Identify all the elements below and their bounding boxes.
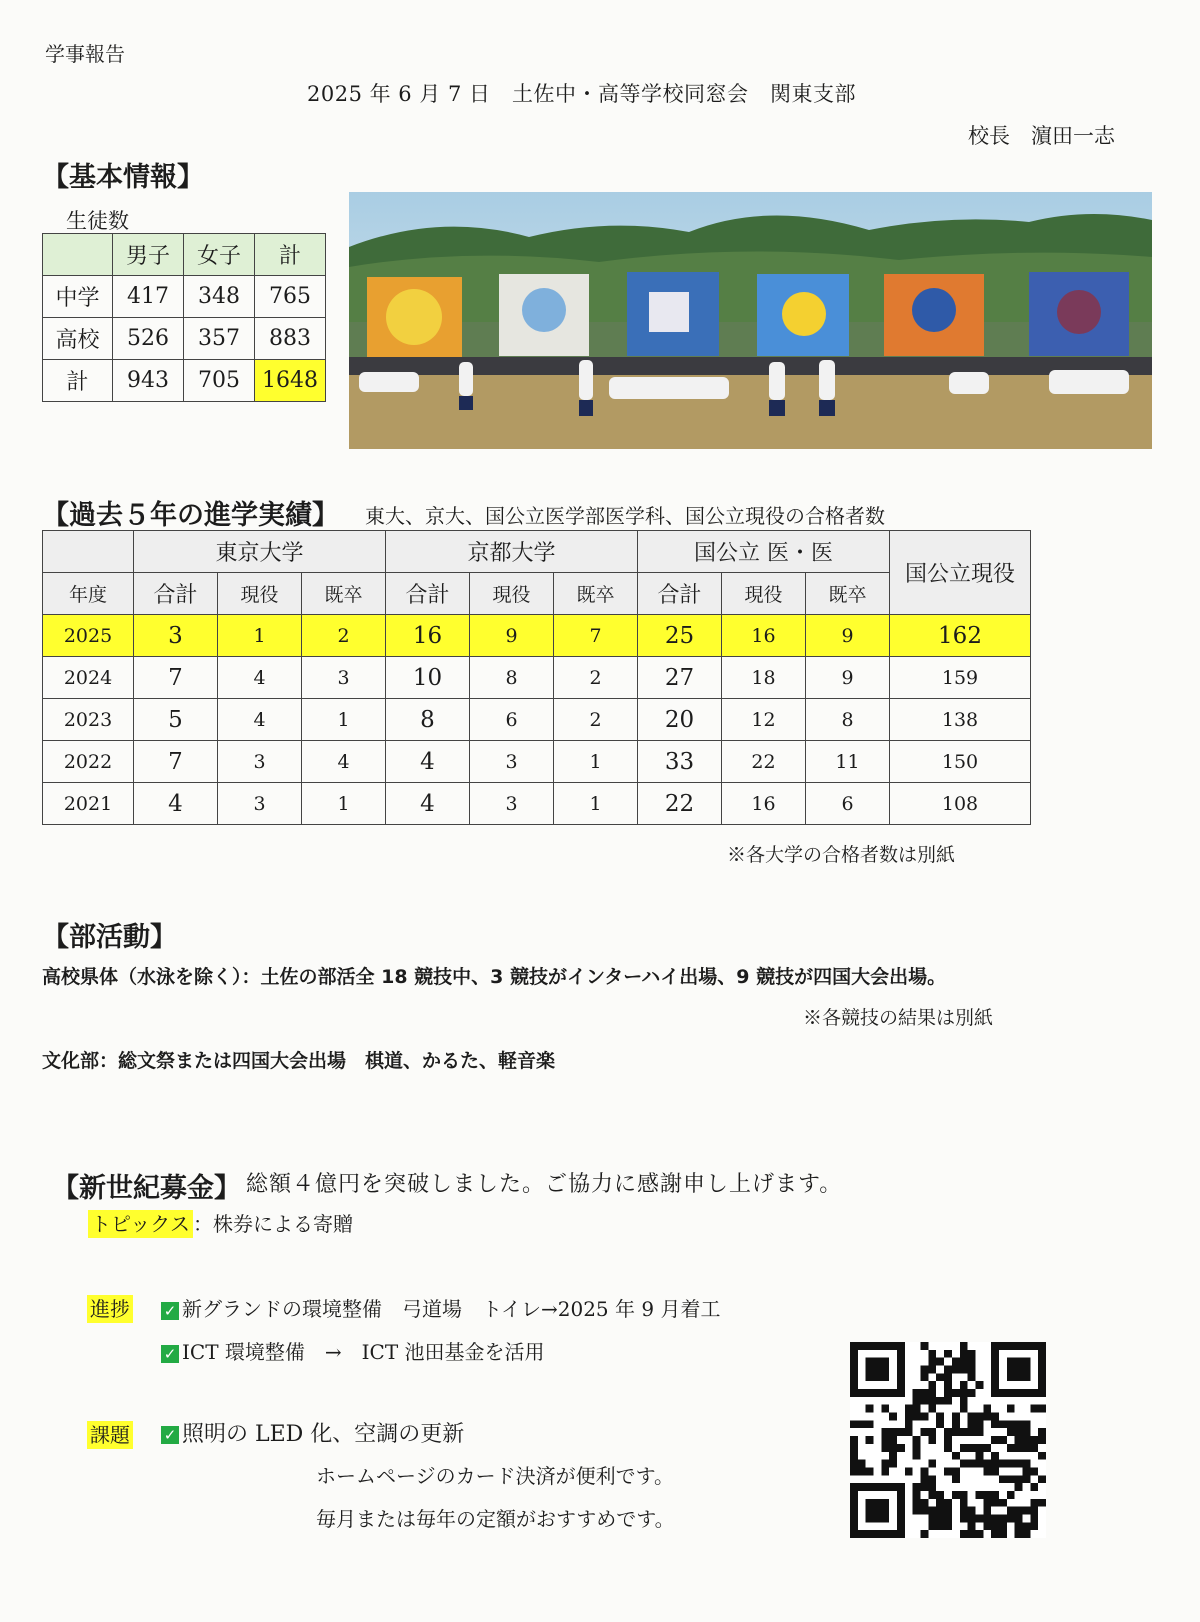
cell: 4 xyxy=(386,741,470,783)
cell: 138 xyxy=(890,699,1031,741)
cell: 3 xyxy=(218,783,302,825)
issue-label: 課題 xyxy=(87,1421,133,1449)
issue-item-text: 照明の LED 化、空調の更新 xyxy=(182,1422,465,1447)
group-header-national: 国公立現役 xyxy=(890,531,1031,615)
cell: 4 xyxy=(302,741,386,783)
cell: 22 xyxy=(638,783,722,825)
report-label: 学事報告 xyxy=(45,42,125,66)
cell: 4 xyxy=(218,657,302,699)
row-label: 中学 xyxy=(43,276,113,318)
students-row-senior xyxy=(43,318,326,360)
cell: 1 xyxy=(302,699,386,741)
cell: 8 xyxy=(386,699,470,741)
cell: 150 xyxy=(890,741,1031,783)
cell: 943 xyxy=(113,360,184,402)
cell: 108 xyxy=(890,783,1031,825)
cell: 11 xyxy=(806,741,890,783)
progress-item-text: ICT 環境整備 → ICT 池田基金を活用 xyxy=(182,1340,545,1364)
table-row xyxy=(43,657,1031,699)
table-row xyxy=(43,783,1031,825)
students-label: 生徒数 xyxy=(66,209,129,233)
adv-subheader-row xyxy=(43,573,1031,615)
cell: 3 xyxy=(470,741,554,783)
cell: 9 xyxy=(806,615,890,657)
clubs-sports-line: 高校県体（水泳を除く）：土佐の部活全 18 競技中、3 競技がインターハイ出場、9 競技が四国大会出場。 xyxy=(42,966,947,988)
qr-code[interactable] xyxy=(850,1342,1046,1538)
cell: 2 xyxy=(554,657,638,699)
clubs-heading: 【部活動】 xyxy=(42,922,177,953)
issue-label-wrap xyxy=(87,1419,133,1448)
students-row-total xyxy=(43,360,326,402)
cell: 16 xyxy=(386,615,470,657)
cell: 765 xyxy=(255,276,326,318)
subcol-total: 合計 xyxy=(638,573,722,615)
cell: 6 xyxy=(470,699,554,741)
col-header-female: 女子 xyxy=(184,234,255,276)
basic-info-heading: 【基本情報】 xyxy=(42,162,204,193)
table-row xyxy=(43,741,1031,783)
col-header-total: 計 xyxy=(255,234,326,276)
cell: 1 xyxy=(554,741,638,783)
cell: 1 xyxy=(302,783,386,825)
subcol-graduate: 既卒 xyxy=(806,573,890,615)
cell: 159 xyxy=(890,657,1031,699)
subcol-current: 現役 xyxy=(722,573,806,615)
progress-item xyxy=(161,1336,545,1365)
students-table xyxy=(42,233,326,402)
cell: 9 xyxy=(470,615,554,657)
advancement-footnote: ※各大学の合格者数は別紙 xyxy=(727,844,956,866)
progress-item-text: 新グランドの環境整備 弓道場 トイレ→2025 年 9 月着工 xyxy=(182,1297,721,1321)
students-header-row xyxy=(43,234,326,276)
col-header-male: 男子 xyxy=(113,234,184,276)
homepage-line-1: ホームページのカード決済が便利です。 xyxy=(316,1464,674,1488)
table-row xyxy=(43,615,1031,657)
cell: 7 xyxy=(554,615,638,657)
clubs-culture-line: 文化部：総文祭または四国大会出場 棋道、かるた、軽音楽 xyxy=(42,1050,556,1072)
topics-line xyxy=(88,1208,353,1237)
group-header-kyodai: 京都大学 xyxy=(386,531,638,573)
subcol-current: 現役 xyxy=(470,573,554,615)
fund-summary: 総額４億円を突破しました。ご協力に感謝申し上げます。 xyxy=(246,1172,843,1197)
year-cell: 2022 xyxy=(43,741,134,783)
subcol-total: 合計 xyxy=(386,573,470,615)
year-cell: 2021 xyxy=(43,783,134,825)
cell: 16 xyxy=(722,615,806,657)
cell: 12 xyxy=(722,699,806,741)
cell: 8 xyxy=(470,657,554,699)
group-header-todai: 東京大学 xyxy=(134,531,386,573)
cell: 9 xyxy=(806,657,890,699)
cell: 7 xyxy=(134,657,218,699)
cell: 3 xyxy=(302,657,386,699)
cell: 10 xyxy=(386,657,470,699)
checkbox-icon: ✓ xyxy=(161,1302,179,1320)
cell: 7 xyxy=(134,741,218,783)
homepage-line-2: 毎月または毎年の定額がおすすめです。 xyxy=(316,1507,675,1531)
subcol-graduate: 既卒 xyxy=(554,573,638,615)
cell: 3 xyxy=(134,615,218,657)
cell: 2 xyxy=(554,699,638,741)
row-label: 高校 xyxy=(43,318,113,360)
cell: 4 xyxy=(134,783,218,825)
row-label: 計 xyxy=(43,360,113,402)
cell: 417 xyxy=(113,276,184,318)
table-row xyxy=(43,699,1031,741)
grand-total-cell: 1648 xyxy=(255,360,326,402)
issue-item xyxy=(161,1417,464,1448)
subcol-graduate: 既卒 xyxy=(302,573,386,615)
topics-text: ：株券による寄贈 xyxy=(193,1212,353,1236)
fund-heading: 【新世紀募金】 xyxy=(52,1173,241,1204)
cell: 4 xyxy=(386,783,470,825)
cell: 162 xyxy=(890,615,1031,657)
cell: 8 xyxy=(806,699,890,741)
checkbox-icon: ✓ xyxy=(161,1426,179,1444)
cell: 6 xyxy=(806,783,890,825)
cell: 3 xyxy=(470,783,554,825)
cell: 705 xyxy=(184,360,255,402)
progress-item xyxy=(161,1293,720,1322)
cell: 22 xyxy=(722,741,806,783)
cell: 526 xyxy=(113,318,184,360)
cell: 25 xyxy=(638,615,722,657)
cell: 27 xyxy=(638,657,722,699)
adv-group-header-row xyxy=(43,531,1031,573)
progress-label-wrap xyxy=(87,1293,133,1322)
cell: 33 xyxy=(638,741,722,783)
topics-label: トピックス xyxy=(88,1210,193,1238)
advancement-heading: 【過去５年の進学実績】 xyxy=(42,500,339,531)
cell: 5 xyxy=(134,699,218,741)
principal-name: 校長 濵田一志 xyxy=(968,124,1115,148)
students-corner-cell xyxy=(43,234,113,276)
advancement-table xyxy=(42,530,1031,825)
students-row-junior xyxy=(43,276,326,318)
clubs-note: ※各競技の結果は別紙 xyxy=(803,1007,994,1029)
year-cell: 2024 xyxy=(43,657,134,699)
progress-label: 進捗 xyxy=(87,1295,133,1323)
year-header: 年度 xyxy=(43,573,134,615)
checkbox-icon: ✓ xyxy=(161,1345,179,1363)
subcol-current: 現役 xyxy=(218,573,302,615)
year-cell: 2023 xyxy=(43,699,134,741)
year-cell: 2025 xyxy=(43,615,134,657)
cell: 357 xyxy=(184,318,255,360)
cell: 18 xyxy=(722,657,806,699)
cell: 883 xyxy=(255,318,326,360)
sports-festival-photo xyxy=(349,192,1152,449)
advancement-note: 東大、京大、国公立医学部医学科、国公立現役の合格者数 xyxy=(365,504,885,528)
cell: 2 xyxy=(302,615,386,657)
cell: 16 xyxy=(722,783,806,825)
cell: 3 xyxy=(218,741,302,783)
cell: 1 xyxy=(554,783,638,825)
group-header-medical: 国公立 医・医 xyxy=(638,531,890,573)
adv-corner-cell xyxy=(43,531,134,573)
subcol-total: 合計 xyxy=(134,573,218,615)
cell: 348 xyxy=(184,276,255,318)
cell: 1 xyxy=(218,615,302,657)
cell: 4 xyxy=(218,699,302,741)
cell: 20 xyxy=(638,699,722,741)
date-line: 2025 年 6 月 7 日 土佐中・高等学校同窓会 関東支部 xyxy=(307,82,857,106)
